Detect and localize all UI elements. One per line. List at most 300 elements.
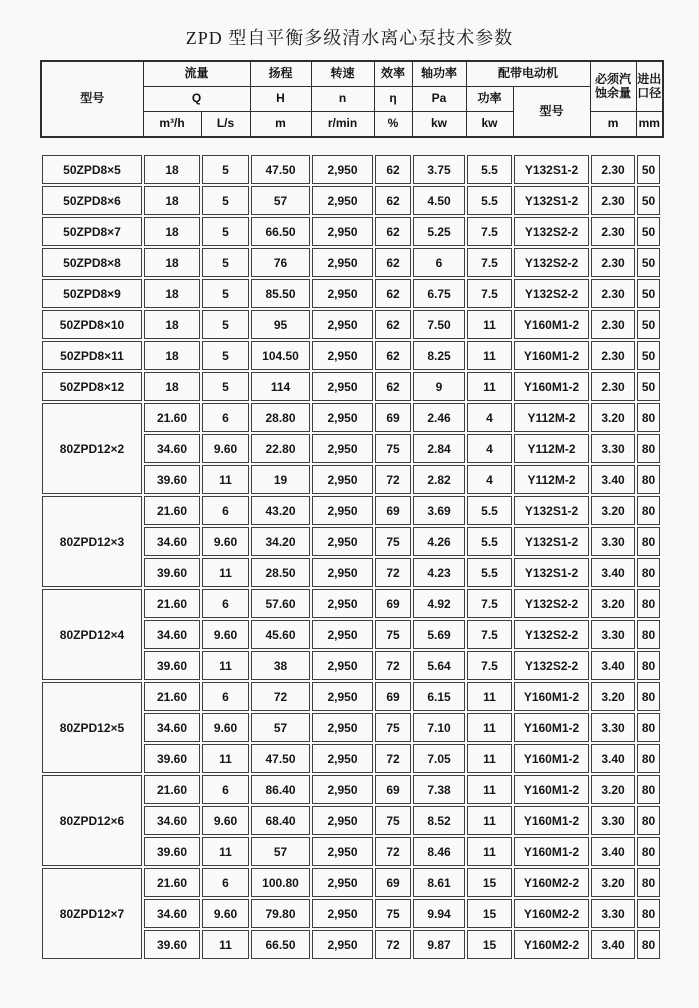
value-cell: 9.87 (413, 930, 465, 959)
value-cell: Y160M1-2 (514, 682, 589, 711)
value-cell: 39.60 (144, 744, 200, 773)
value-cell: 75 (375, 899, 411, 928)
value-cell: 5.5 (467, 496, 512, 525)
value-cell: 2,950 (312, 682, 373, 711)
value-cell: 7.5 (467, 589, 512, 618)
value-cell: 7.5 (467, 620, 512, 649)
value-cell: 50 (637, 217, 660, 246)
value-cell: 21.60 (144, 403, 200, 432)
value-cell: 75 (375, 806, 411, 835)
value-cell: 3.30 (591, 899, 635, 928)
pump-model-cell: 80ZPD12×6 (42, 775, 142, 866)
pump-model-cell: 50ZPD8×9 (42, 279, 142, 308)
value-cell: 50 (637, 186, 660, 215)
value-cell: Y160M2-2 (514, 868, 589, 897)
value-cell: 5.64 (413, 651, 465, 680)
value-cell: 80 (637, 651, 660, 680)
value-cell: 2.30 (591, 372, 635, 401)
value-cell: 2.30 (591, 155, 635, 184)
value-cell: Y132S1-2 (514, 558, 589, 587)
value-cell: 7.5 (467, 248, 512, 277)
value-cell: 28.80 (251, 403, 310, 432)
value-cell: 11 (202, 837, 249, 866)
value-cell: 3.20 (591, 403, 635, 432)
value-cell: 2,950 (312, 806, 373, 835)
value-cell: 18 (144, 186, 200, 215)
value-cell: 18 (144, 341, 200, 370)
value-cell: 66.50 (251, 930, 310, 959)
value-cell: Y160M1-2 (514, 775, 589, 804)
value-cell: 39.60 (144, 558, 200, 587)
table-row (42, 682, 660, 711)
value-cell: 2,950 (312, 620, 373, 649)
head-symbol: H (250, 87, 311, 112)
value-cell: 15 (467, 899, 512, 928)
pump-model-cell: 50ZPD8×11 (42, 341, 142, 370)
value-cell: Y160M2-2 (514, 930, 589, 959)
shaft-power-unit: kw (412, 112, 466, 138)
value-cell: 6 (413, 248, 465, 277)
pump-model-cell: 80ZPD12×5 (42, 682, 142, 773)
value-cell: 80 (637, 434, 660, 463)
value-cell: 50 (637, 341, 660, 370)
value-cell: 5.25 (413, 217, 465, 246)
value-cell: 62 (375, 186, 411, 215)
value-cell: 62 (375, 310, 411, 339)
motor-power-label: 功率 (466, 87, 513, 112)
value-cell: 95 (251, 310, 310, 339)
value-cell: 5.5 (467, 558, 512, 587)
speed-unit: r/min (311, 112, 374, 138)
col-shaft-power-group: 轴功率 (412, 61, 466, 87)
flow-symbol: Q (143, 87, 250, 112)
value-cell: 21.60 (144, 496, 200, 525)
value-cell: Y160M2-2 (514, 899, 589, 928)
value-cell: 69 (375, 682, 411, 711)
pump-model-cell: 50ZPD8×8 (42, 248, 142, 277)
table-row (42, 279, 660, 308)
value-cell: Y160M1-2 (514, 372, 589, 401)
document-page (0, 24, 699, 961)
value-cell: Y112M-2 (514, 465, 589, 494)
value-cell: 5 (202, 155, 249, 184)
value-cell: 7.10 (413, 713, 465, 742)
col-efficiency-group: 效率 (374, 61, 412, 87)
value-cell: 80 (637, 403, 660, 432)
value-cell: Y132S1-2 (514, 155, 589, 184)
value-cell: 2,950 (312, 403, 373, 432)
npsh-unit: m (590, 112, 636, 138)
value-cell: 62 (375, 248, 411, 277)
value-cell: 80 (637, 620, 660, 649)
port-line2: 口径 (637, 85, 662, 100)
value-cell: 3.40 (591, 744, 635, 773)
value-cell: 6 (202, 775, 249, 804)
value-cell: 4.23 (413, 558, 465, 587)
value-cell: 3.20 (591, 682, 635, 711)
value-cell: 2,950 (312, 434, 373, 463)
value-cell: 3.30 (591, 434, 635, 463)
value-cell: 2.84 (413, 434, 465, 463)
value-cell: 28.50 (251, 558, 310, 587)
value-cell: 2,950 (312, 837, 373, 866)
value-cell: 72 (375, 930, 411, 959)
value-cell: 34.60 (144, 713, 200, 742)
value-cell: 57 (251, 713, 310, 742)
value-cell: 9.60 (202, 806, 249, 835)
value-cell: Y112M-2 (514, 434, 589, 463)
table-row (42, 217, 660, 246)
value-cell: 4 (467, 434, 512, 463)
pump-model-cell: 80ZPD12×2 (42, 403, 142, 494)
value-cell: 11 (202, 465, 249, 494)
value-cell: 2,950 (312, 558, 373, 587)
page-title: ZPD 型自平衡多级清水离心泵技术参数 (185, 28, 514, 48)
value-cell: 2.30 (591, 186, 635, 215)
npsh-line1: 必须汽 (595, 71, 632, 86)
value-cell: 39.60 (144, 651, 200, 680)
value-cell: 62 (375, 155, 411, 184)
value-cell: Y132S2-2 (514, 279, 589, 308)
value-cell: 104.50 (251, 341, 310, 370)
value-cell: 2,950 (312, 589, 373, 618)
value-cell: 47.50 (251, 155, 310, 184)
value-cell: 3.30 (591, 806, 635, 835)
value-cell: 19 (251, 465, 310, 494)
value-cell: 5 (202, 279, 249, 308)
motor-power-unit: kw (466, 112, 513, 138)
pump-model-cell: 80ZPD12×3 (42, 496, 142, 587)
flow-unit-liters: L/s (201, 112, 250, 138)
value-cell: 5 (202, 372, 249, 401)
value-cell: 11 (202, 651, 249, 680)
value-cell: 11 (202, 744, 249, 773)
value-cell: 76 (251, 248, 310, 277)
value-cell: 100.80 (251, 868, 310, 897)
value-cell: 22.80 (251, 434, 310, 463)
value-cell: 21.60 (144, 682, 200, 711)
value-cell: 85.50 (251, 279, 310, 308)
value-cell: 50 (637, 248, 660, 277)
value-cell: 3.69 (413, 496, 465, 525)
pump-model-cell: 80ZPD12×4 (42, 589, 142, 680)
value-cell: 9.60 (202, 527, 249, 556)
value-cell: Y132S2-2 (514, 620, 589, 649)
value-cell: 18 (144, 372, 200, 401)
value-cell: 6.75 (413, 279, 465, 308)
value-cell: 2.30 (591, 310, 635, 339)
value-cell: 34.20 (251, 527, 310, 556)
value-cell: 72 (375, 651, 411, 680)
value-cell: 80 (637, 589, 660, 618)
value-cell: 3.20 (591, 775, 635, 804)
value-cell: Y132S2-2 (514, 217, 589, 246)
col-head-group: 扬程 (250, 61, 311, 87)
value-cell: Y132S2-2 (514, 589, 589, 618)
value-cell: 80 (637, 527, 660, 556)
col-model-header: 型号 (41, 61, 143, 137)
value-cell: 7.5 (467, 279, 512, 308)
value-cell: 6 (202, 589, 249, 618)
port-unit: mm (636, 112, 663, 138)
value-cell: 8.61 (413, 868, 465, 897)
motor-model-label: 型号 (513, 87, 590, 138)
value-cell: 72 (375, 465, 411, 494)
value-cell: 8.46 (413, 837, 465, 866)
value-cell: 2,950 (312, 651, 373, 680)
pump-model-cell: 50ZPD8×6 (42, 186, 142, 215)
value-cell: 2.30 (591, 341, 635, 370)
pump-model-cell: 50ZPD8×10 (42, 310, 142, 339)
pump-table-body (42, 155, 660, 959)
value-cell: 2,950 (312, 775, 373, 804)
value-cell: 3.30 (591, 620, 635, 649)
value-cell: 18 (144, 155, 200, 184)
value-cell: 50 (637, 279, 660, 308)
value-cell: 62 (375, 217, 411, 246)
table-row (42, 868, 660, 897)
npsh-line2: 蚀余量 (595, 85, 632, 100)
value-cell: 80 (637, 496, 660, 525)
value-cell: 5.69 (413, 620, 465, 649)
col-motor-group: 配带电动机 (466, 61, 590, 87)
value-cell: 57 (251, 186, 310, 215)
value-cell: 2,950 (312, 341, 373, 370)
value-cell: 9.60 (202, 620, 249, 649)
efficiency-symbol: η (374, 87, 412, 112)
col-speed-group: 转速 (311, 61, 374, 87)
value-cell: 9.60 (202, 899, 249, 928)
value-cell: 11 (467, 775, 512, 804)
col-npsh-header (590, 61, 636, 112)
value-cell: 2,950 (312, 372, 373, 401)
value-cell: 2,950 (312, 744, 373, 773)
value-cell: 43.20 (251, 496, 310, 525)
value-cell: 6 (202, 403, 249, 432)
head-unit: m (250, 112, 311, 138)
pump-model-cell: 50ZPD8×12 (42, 372, 142, 401)
value-cell: Y132S1-2 (514, 186, 589, 215)
value-cell: 4 (467, 403, 512, 432)
value-cell: 72 (251, 682, 310, 711)
value-cell: 57 (251, 837, 310, 866)
table-row (42, 496, 660, 525)
value-cell: 2,950 (312, 155, 373, 184)
value-cell: 79.80 (251, 899, 310, 928)
value-cell: 39.60 (144, 837, 200, 866)
value-cell: 72 (375, 744, 411, 773)
value-cell: 11 (467, 682, 512, 711)
value-cell: 3.40 (591, 930, 635, 959)
value-cell: 62 (375, 279, 411, 308)
value-cell: 80 (637, 775, 660, 804)
value-cell: 62 (375, 341, 411, 370)
value-cell: 11 (467, 310, 512, 339)
value-cell: 7.5 (467, 651, 512, 680)
value-cell: 6.15 (413, 682, 465, 711)
value-cell: 5.5 (467, 155, 512, 184)
value-cell: 9.60 (202, 434, 249, 463)
value-cell: 69 (375, 403, 411, 432)
value-cell: Y160M1-2 (514, 744, 589, 773)
value-cell: 21.60 (144, 868, 200, 897)
value-cell: 21.60 (144, 775, 200, 804)
value-cell: 2,950 (312, 186, 373, 215)
table-row (42, 372, 660, 401)
value-cell: Y132S2-2 (514, 248, 589, 277)
spec-table-body (40, 153, 662, 961)
value-cell: 50 (637, 372, 660, 401)
value-cell: 6 (202, 682, 249, 711)
speed-symbol: n (311, 87, 374, 112)
value-cell: 18 (144, 248, 200, 277)
value-cell: 11 (467, 341, 512, 370)
value-cell: 2,950 (312, 496, 373, 525)
value-cell: Y160M1-2 (514, 713, 589, 742)
value-cell: 11 (467, 837, 512, 866)
value-cell: 2,950 (312, 527, 373, 556)
value-cell: 68.40 (251, 806, 310, 835)
value-cell: 5 (202, 217, 249, 246)
value-cell: 2.82 (413, 465, 465, 494)
value-cell: 34.60 (144, 527, 200, 556)
value-cell: 4 (467, 465, 512, 494)
value-cell: 69 (375, 868, 411, 897)
value-cell: 2.30 (591, 279, 635, 308)
pump-model-cell: 50ZPD8×7 (42, 217, 142, 246)
value-cell: 86.40 (251, 775, 310, 804)
value-cell: 3.20 (591, 868, 635, 897)
value-cell: 2,950 (312, 310, 373, 339)
value-cell: 2,950 (312, 713, 373, 742)
value-cell: 11 (202, 930, 249, 959)
value-cell: 80 (637, 682, 660, 711)
value-cell: 9.94 (413, 899, 465, 928)
value-cell: 34.60 (144, 806, 200, 835)
value-cell: Y160M1-2 (514, 310, 589, 339)
value-cell: 8.25 (413, 341, 465, 370)
value-cell: 3.20 (591, 589, 635, 618)
value-cell: 5 (202, 186, 249, 215)
value-cell: 18 (144, 279, 200, 308)
spec-table-header (40, 60, 664, 138)
value-cell: 57.60 (251, 589, 310, 618)
value-cell: 80 (637, 744, 660, 773)
value-cell: 2.30 (591, 217, 635, 246)
pump-model-cell: 80ZPD12×7 (42, 868, 142, 959)
header-row-groups (41, 61, 663, 87)
value-cell: Y132S1-2 (514, 496, 589, 525)
value-cell: 2,950 (312, 248, 373, 277)
value-cell: 69 (375, 589, 411, 618)
value-cell: 6 (202, 868, 249, 897)
value-cell: 3.20 (591, 496, 635, 525)
value-cell: 75 (375, 527, 411, 556)
value-cell: 39.60 (144, 465, 200, 494)
value-cell: Y160M1-2 (514, 837, 589, 866)
value-cell: 34.60 (144, 899, 200, 928)
value-cell: 11 (202, 558, 249, 587)
value-cell: 45.60 (251, 620, 310, 649)
value-cell: 18 (144, 217, 200, 246)
value-cell: 50 (637, 310, 660, 339)
value-cell: 2,950 (312, 279, 373, 308)
value-cell: 5 (202, 341, 249, 370)
value-cell: 72 (375, 837, 411, 866)
value-cell: 34.60 (144, 620, 200, 649)
value-cell: 80 (637, 930, 660, 959)
value-cell: 3.75 (413, 155, 465, 184)
value-cell: 3.40 (591, 465, 635, 494)
shaft-power-symbol: Pa (412, 87, 466, 112)
value-cell: 2,950 (312, 868, 373, 897)
table-row (42, 775, 660, 804)
value-cell: Y132S2-2 (514, 651, 589, 680)
value-cell: 7.50 (413, 310, 465, 339)
table-row (42, 341, 660, 370)
value-cell: 80 (637, 713, 660, 742)
value-cell: 15 (467, 930, 512, 959)
value-cell: 5.5 (467, 186, 512, 215)
value-cell: 69 (375, 775, 411, 804)
value-cell: 9.60 (202, 713, 249, 742)
value-cell: 72 (375, 558, 411, 587)
value-cell: 62 (375, 372, 411, 401)
value-cell: 39.60 (144, 930, 200, 959)
col-port-header (636, 61, 663, 112)
value-cell: 9 (413, 372, 465, 401)
value-cell: 75 (375, 713, 411, 742)
value-cell: 47.50 (251, 744, 310, 773)
value-cell: 3.40 (591, 651, 635, 680)
value-cell: 5.5 (467, 527, 512, 556)
table-row (42, 403, 660, 432)
value-cell: 80 (637, 465, 660, 494)
value-cell: 34.60 (144, 434, 200, 463)
col-flow-group: 流量 (143, 61, 250, 87)
value-cell: 3.40 (591, 558, 635, 587)
efficiency-unit: % (374, 112, 412, 138)
value-cell: 80 (637, 899, 660, 928)
value-cell: 2,950 (312, 899, 373, 928)
value-cell: 2,950 (312, 465, 373, 494)
value-cell: 3.30 (591, 713, 635, 742)
flow-unit-volume: m³/h (143, 112, 201, 138)
value-cell: 4.50 (413, 186, 465, 215)
value-cell: 5 (202, 248, 249, 277)
value-cell: 75 (375, 434, 411, 463)
value-cell: Y160M1-2 (514, 341, 589, 370)
value-cell: 2.30 (591, 248, 635, 277)
table-row (42, 589, 660, 618)
value-cell: 4.26 (413, 527, 465, 556)
value-cell: 75 (375, 620, 411, 649)
value-cell: 80 (637, 837, 660, 866)
value-cell: 4.92 (413, 589, 465, 618)
port-line1: 进出 (637, 71, 662, 86)
value-cell: 5 (202, 310, 249, 339)
value-cell: Y132S1-2 (514, 527, 589, 556)
value-cell: 80 (637, 806, 660, 835)
value-cell: 80 (637, 558, 660, 587)
value-cell: 7.05 (413, 744, 465, 773)
value-cell: 6 (202, 496, 249, 525)
value-cell: Y112M-2 (514, 403, 589, 432)
value-cell: 2,950 (312, 217, 373, 246)
value-cell: 11 (467, 372, 512, 401)
value-cell: 11 (467, 744, 512, 773)
value-cell: 15 (467, 868, 512, 897)
